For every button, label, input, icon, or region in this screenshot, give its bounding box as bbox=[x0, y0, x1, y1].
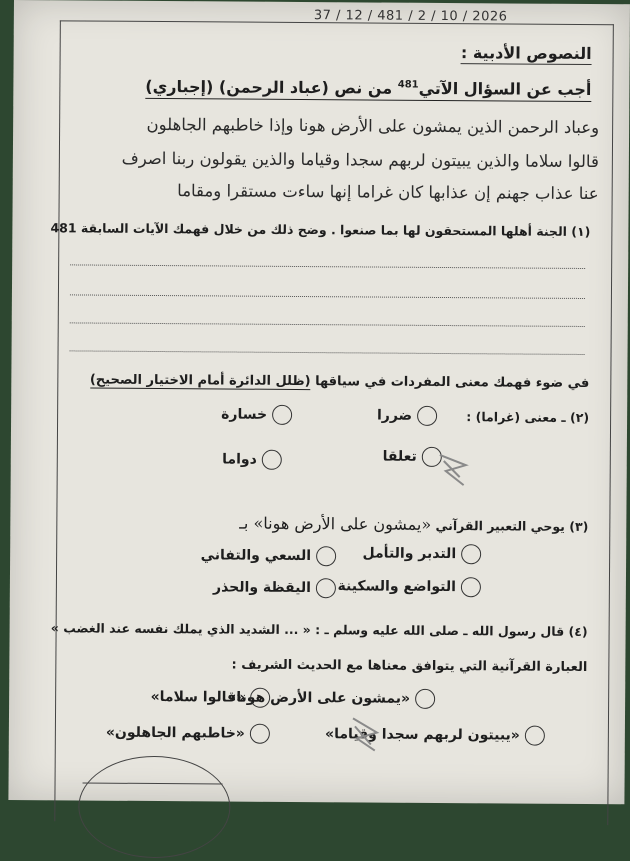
radio-circle[interactable] bbox=[525, 726, 545, 746]
q2-option-2[interactable] bbox=[221, 404, 292, 424]
q2-option-4[interactable] bbox=[222, 449, 282, 469]
q4-option-label: «يبيتون لربهم سجدا وقياما» bbox=[325, 726, 520, 744]
section-title: النصوص الأدبية : bbox=[460, 43, 592, 64]
exam-paper bbox=[8, 0, 630, 804]
verse-line-1: وعباد الرحمن الذين يمشون على الأرض هونا وإذا خاطبهم الجاهلون bbox=[146, 114, 600, 138]
q4-option-2[interactable] bbox=[151, 687, 271, 708]
q3-option-label: السعي والتفاني bbox=[200, 547, 312, 565]
verse-line-2: قالوا سلاما والذين يبيتون لربهم سجدا وقياما والذين يقولون ربنا اصرف bbox=[121, 148, 599, 172]
radio-circle[interactable] bbox=[250, 688, 270, 708]
question-heading-sup: 481 bbox=[397, 79, 419, 91]
question-1-number: (١) bbox=[571, 223, 591, 240]
q4-option-label: «يمشون على الأرض هونا» bbox=[227, 689, 411, 707]
question-3-quote: «يمشون على الأرض هونا» بـ bbox=[239, 513, 432, 534]
radio-circle[interactable] bbox=[415, 689, 435, 709]
radio-circle[interactable] bbox=[262, 450, 282, 470]
q4-option-4[interactable] bbox=[106, 723, 270, 744]
verse-line-3: عنا عذاب جهنم إن عذابها كان غراما إنها ساءت مستقرا ومقاما bbox=[177, 181, 599, 204]
radio-circle[interactable] bbox=[316, 578, 336, 598]
q2-option-label: تعلقا bbox=[382, 448, 417, 465]
pencil-mark-icon bbox=[436, 451, 470, 491]
q3-option-1[interactable] bbox=[362, 543, 481, 564]
q3-option-3[interactable] bbox=[337, 576, 481, 597]
q4-option-label: «قالوا سلاما» bbox=[150, 688, 246, 706]
q2-option-label: ضررا bbox=[376, 407, 413, 424]
instruction-underlined: (ظلل الدائرة أمام الاختيار الصحيح) bbox=[89, 372, 311, 390]
q2-option-label: دواما bbox=[222, 451, 257, 468]
question-4-stem: (٤) قال رسول الله ـ صلى الله عليه وسلم ـ : « ... الشديد الذي يملك نفسه عند الغضب » bbox=[50, 620, 588, 640]
q3-option-4[interactable] bbox=[213, 577, 336, 598]
grade-circle bbox=[78, 755, 231, 858]
radio-circle[interactable] bbox=[461, 544, 481, 564]
instruction bbox=[90, 373, 590, 391]
header-code: 37 / 12 / 481 / 2 / 10 / 2026 bbox=[313, 8, 508, 25]
q4-option-label: «خاطبهم الجاهلون» bbox=[105, 724, 245, 742]
pencil-mark-icon bbox=[349, 714, 383, 754]
q3-option-label: التواضع والسكينة bbox=[337, 578, 456, 596]
q2-option-1[interactable] bbox=[377, 406, 437, 426]
radio-circle[interactable] bbox=[316, 546, 336, 566]
question-heading bbox=[145, 77, 591, 102]
question-1-text: الجنة أهلها المستحقون لها بما صنعوا . وضح ذلك من خلال فهمك الآيات السابقة 481 bbox=[50, 220, 568, 239]
radio-circle[interactable] bbox=[417, 406, 437, 426]
q2-option-3[interactable] bbox=[383, 447, 442, 467]
instruction-text: في ضوء فهمك معنى المفردات في سياقها bbox=[310, 374, 590, 392]
q3-option-label: اليقظة والحذر bbox=[213, 579, 311, 597]
radio-circle[interactable] bbox=[272, 405, 292, 425]
question-heading-prefix: أجب عن السؤال الآتي bbox=[418, 78, 592, 100]
q2-option-label: خسارة bbox=[221, 406, 268, 423]
question-2-stem: (٢) ـ معنى (غراما) : bbox=[466, 409, 590, 426]
radio-circle[interactable] bbox=[461, 577, 481, 597]
question-3-stem-text: (٣) يوحي التعبير القرآني bbox=[431, 517, 589, 535]
question-3-stem bbox=[239, 514, 588, 535]
radio-circle[interactable] bbox=[250, 724, 270, 744]
question-heading-rest: من نص (عباد الرحمن) (إجباري) bbox=[145, 76, 398, 98]
question-4-question: العبارة القرآنية التي يتوافق معناها مع الحديث الشريف : bbox=[231, 657, 588, 676]
q3-option-label: التدبر والتأمل bbox=[362, 545, 457, 563]
q3-option-2[interactable] bbox=[201, 545, 337, 566]
